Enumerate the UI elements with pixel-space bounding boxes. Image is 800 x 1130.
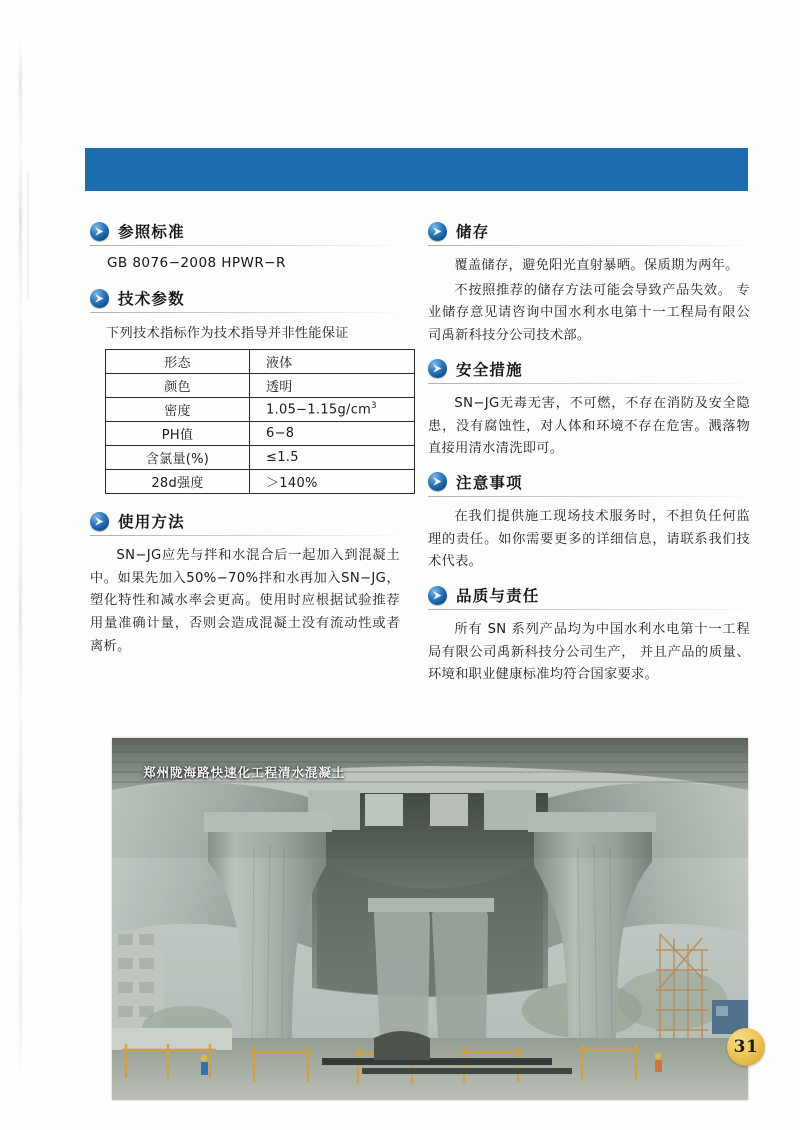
table-row [106,470,415,494]
spec-key: 颜色 [106,374,250,398]
spec-key: 密度 [106,398,250,422]
spec-value-text: ＞140% [266,476,318,491]
spec-key: 含氯量(%) [106,446,250,470]
header-blue-band [85,148,748,191]
section-quality-responsibility [428,584,750,687]
section-reference-standard [90,220,400,271]
section-header [428,471,750,496]
spec-value [250,398,415,422]
section-body [428,255,750,348]
paragraph: 在我们提供施工现场技术服务时，不担负任何监理的责任。如你需要更多的详细信息，请联系我们技术代表。 [428,508,750,570]
spec-value-text: 1.05−1.15g/cm [266,402,372,418]
section-header [428,220,750,245]
section-header [90,287,400,312]
spec-value [250,374,415,398]
spec-value [250,350,415,374]
section-title: 参照标准 [118,223,185,241]
left-column [90,220,400,663]
chevron-circle-icon [428,222,447,241]
section-body [428,619,750,687]
scan-crease-artifact [19,40,22,1080]
section-safety-measures [428,358,750,461]
spec-value [250,446,415,470]
table-row [106,422,415,446]
spec-value-text: 液体 [266,356,293,371]
photo-illustration [112,738,748,1100]
paragraph: 所有 SN 系列产品均为中国水利水电第十一工程局有限公司禹新科技分公司生产， 并且产品的质量、 环境和职业健康标准均符合国家要求。 [428,622,750,683]
chevron-circle-icon [428,359,447,378]
scan-crease-artifact-secondary [27,170,29,300]
table-row [106,350,415,374]
section-title: 安全措施 [456,360,523,379]
table-row [106,446,415,470]
right-column [428,220,750,691]
section-title: 使用方法 [118,513,185,531]
table-row [106,374,415,398]
photo-caption: 郑州陇海路快速化工程清水混凝土 [143,765,346,780]
section-divider [428,245,750,246]
paragraph: 覆盖储存，避免阳光直射暴晒。保质期为两年。 [454,258,739,273]
section-storage [428,220,750,348]
paragraph: 不按照推荐的储存方法可能会导致产品失效。 专业储存意见请咨询中国水利水电第十一工程局有限公司禹新科技分公司技术部。 [428,282,750,344]
section-header [428,584,750,609]
section-divider [90,245,400,246]
section-technical-parameters [90,287,400,494]
spec-value-superscript: 3 [371,401,377,412]
chevron-circle-icon [90,222,109,241]
section-body [90,545,400,659]
section-usage-method [90,510,400,659]
chevron-circle-icon [90,512,109,531]
section-body [428,506,750,574]
spec-key: 28d强度 [106,470,250,494]
spec-value-text: 透明 [266,380,293,395]
chevron-circle-icon [90,289,109,308]
spec-value [250,422,415,446]
spec-key: PH值 [106,422,250,446]
section-divider [90,535,400,536]
standard-code-text: GB 8076−2008 HPWR−R [107,255,286,271]
spec-value-text: 6−8 [266,426,295,441]
section-precautions [428,471,750,574]
section-header [90,510,400,535]
section-divider [428,383,750,384]
specification-table-body [106,350,415,494]
section-divider [428,496,750,497]
section-title: 品质与责任 [456,587,540,606]
specification-table [105,349,415,494]
paragraph: SN−JG无毒无害，不可燃，不存在消防及安全隐患，没有腐蚀性，对人体和环境不存在危害。溅落物直接用清水清洗即可。 [428,395,750,457]
paragraph: SN−JG应先与拌和水混合后一起加入到混凝土中。如果先加入50%−70%拌和水再加入SN−JG，塑化特性和减水率会更高。使用时应根据试验推荐用量准确计量，否则会造成混凝土没有流动性或者离析。 [90,548,400,654]
chevron-circle-icon [428,472,447,491]
spec-value [250,470,415,494]
chevron-circle-icon [428,586,447,605]
spec-key: 形态 [106,350,250,374]
page-number-text: 31 [733,1037,759,1057]
bridge-underside-photo [112,738,748,1100]
table-row [106,398,415,422]
section-title: 技术参数 [118,290,185,308]
section-header [90,220,400,245]
spec-value-text: ≤1.5 [266,450,299,465]
section-body [428,393,750,461]
section-title: 储存 [456,223,490,241]
section-divider [90,312,400,313]
section-header [428,358,750,383]
section-title: 注意事项 [456,473,523,492]
page-number-badge [727,1028,765,1066]
technical-lead-text: 下列技术指标作为技术指导并非性能保证 [106,326,349,341]
section-divider [428,609,750,610]
